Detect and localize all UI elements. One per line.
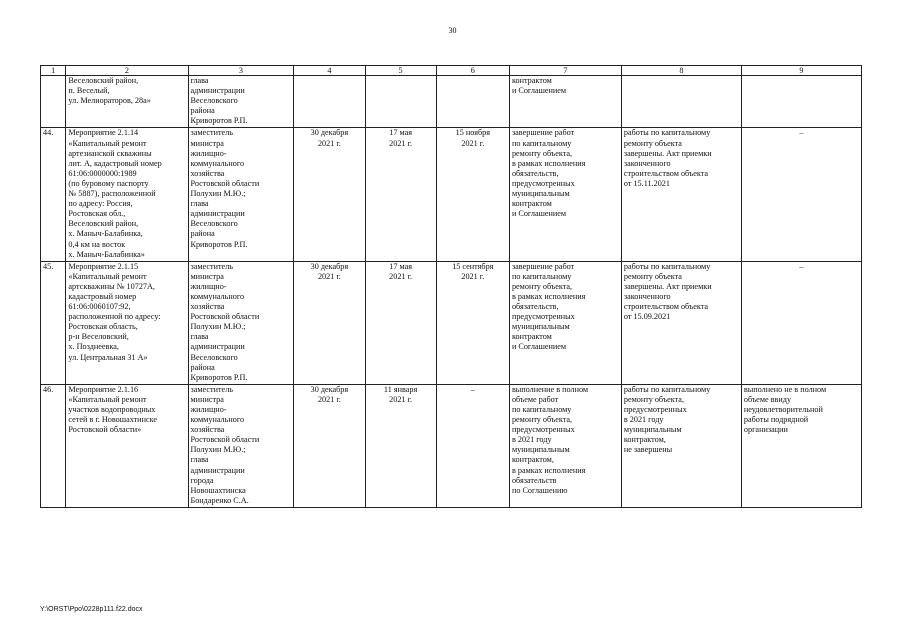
- page-number: 30: [448, 26, 457, 35]
- plan-date-cell: 30 декабря 2021 г.: [294, 261, 365, 384]
- actual-result-cell: [621, 76, 741, 128]
- actual-result-cell: работы по капитальному ремонту объекта завершены. Акт приемки законченного строительством объекта от 15.09.2021: [621, 261, 741, 384]
- event-cell: Веселовский район, п. Веселый, ул. Мелиораторов, 28а»: [66, 76, 188, 128]
- problems-cell: –: [741, 128, 861, 261]
- end-date-cell: [436, 76, 509, 128]
- column-number: 7: [509, 66, 621, 76]
- planned-result-cell: контрактом и Соглашением: [509, 76, 621, 128]
- end-date-cell: 15 сентября 2021 г.: [436, 261, 509, 384]
- report-table: [40, 65, 862, 508]
- start-date-cell: 17 мая 2021 г.: [365, 261, 436, 384]
- plan-date-cell: 30 декабря 2021 г.: [294, 384, 365, 507]
- column-number: 2: [66, 66, 188, 76]
- table-row: [41, 261, 862, 384]
- problems-cell: [741, 76, 861, 128]
- plan-date-cell: [294, 76, 365, 128]
- column-number: 3: [188, 66, 294, 76]
- column-number: 6: [436, 66, 509, 76]
- end-date-cell: –: [436, 384, 509, 507]
- problems-cell: выполнено не в полном объеме ввиду неудовлетворительной работы подрядной организации: [741, 384, 861, 507]
- start-date-cell: [365, 76, 436, 128]
- planned-result-cell: выполнение в полном объеме работ по капитальному ремонту объекта, предусмотренных в 2021 году муниципальным контрактом, в рамках исполнения обязательств по Соглашению: [509, 384, 621, 507]
- file-path-footer: Y:\ORST\Ppo\0228p111.f22.docx: [40, 606, 143, 613]
- column-number: 1: [41, 66, 66, 76]
- start-date-cell: 11 января 2021 г.: [365, 384, 436, 507]
- event-cell: Мероприятие 2.1.14 «Капитальный ремонт артезианской скважины лит. А, кадастровый номер 61:06:0000000:1989 (по буровому паспорту № 5887), расположенной по адресу: Россия, Ростовская обл., Веселовский район, х. Маныч-Балабинка, 0,4 км на восток х. Маныч-Балабинка»: [66, 128, 188, 261]
- column-number: 4: [294, 66, 365, 76]
- row-number-cell: 46.: [41, 384, 66, 507]
- event-cell: Мероприятие 2.1.15 «Капитальный ремонт артскважины № 10727А, кадастровый номер 61:06:0060107:92, расположенной по адресу: Ростовская область, р-н Веселовский, х. Позднеевка, ул. Центральная 31 А»: [66, 261, 188, 384]
- row-number-cell: [41, 76, 66, 128]
- column-number: 9: [741, 66, 861, 76]
- responsible-cell: заместитель министра жилищно- коммунального хозяйства Ростовской области Полухин М.Ю.; глава администрации Веселовского района Криворотов Р.П.: [188, 128, 294, 261]
- planned-result-cell: завершение работ по капитальному ремонту объекта, в рамках исполнения обязательств, предусмотренных муниципальным контрактом и Соглашением: [509, 261, 621, 384]
- problems-cell: –: [741, 261, 861, 384]
- actual-result-cell: работы по капитальному ремонту объекта завершены. Акт приемки законченного строительством объекта от 15.11.2021: [621, 128, 741, 261]
- start-date-cell: 17 мая 2021 г.: [365, 128, 436, 261]
- responsible-cell: заместитель министра жилищно- коммунального хозяйства Ростовской области Полухин М.Ю.; глава администрации города Новошахтинска Бондаренко С.А.: [188, 384, 294, 507]
- column-number-row: [41, 66, 862, 76]
- event-cell: Мероприятие 2.1.16 «Капитальный ремонт участков водопроводных сетей в г. Новошахтинске Ростовской области»: [66, 384, 188, 507]
- table-row: [41, 384, 862, 507]
- plan-date-cell: 30 декабря 2021 г.: [294, 128, 365, 261]
- table-row: [41, 76, 862, 128]
- row-number-cell: 45.: [41, 261, 66, 384]
- responsible-cell: заместитель министра жилищно- коммунального хозяйства Ростовской области Полухин М.Ю.; глава администрации Веселовского района Криворотов Р.П.: [188, 261, 294, 384]
- table-row: [41, 128, 862, 261]
- responsible-cell: глава администрации Веселовского района Криворотов Р.П.: [188, 76, 294, 128]
- planned-result-cell: завершение работ по капитальному ремонту объекта, в рамках исполнения обязательств, предусмотренных муниципальным контрактом и Соглашением: [509, 128, 621, 261]
- actual-result-cell: работы по капитальному ремонту объекта, предусмотренных в 2021 году муниципальным контрактом, не завершены: [621, 384, 741, 507]
- row-number-cell: 44.: [41, 128, 66, 261]
- end-date-cell: 15 ноября 2021 г.: [436, 128, 509, 261]
- column-number: 5: [365, 66, 436, 76]
- column-number: 8: [621, 66, 741, 76]
